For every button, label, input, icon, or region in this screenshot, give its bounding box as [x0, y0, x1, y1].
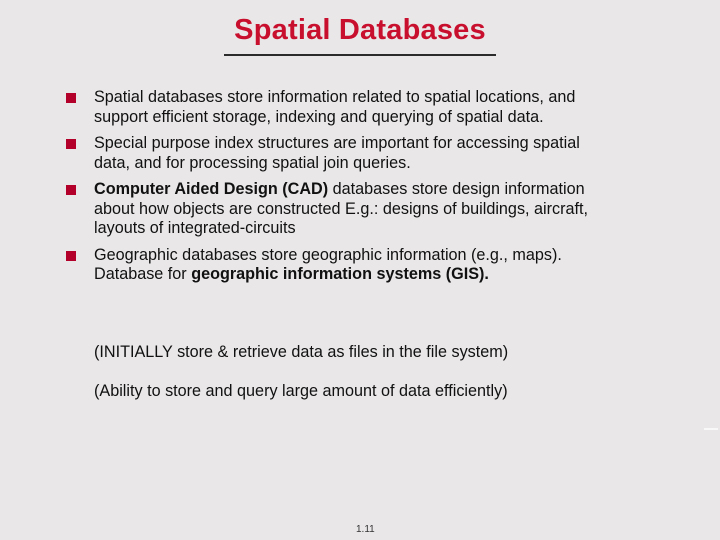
bullet-line: Spatial databases store information related to spatial locations, and — [94, 88, 576, 106]
square-bullet-icon — [66, 185, 76, 195]
bullet-item — [66, 180, 686, 239]
edge-mark — [704, 428, 718, 430]
bullet-item — [66, 134, 686, 173]
bullet-line: Special purpose index structures are important for accessing spatial — [94, 134, 580, 152]
bullet-line: about how objects are constructed E.g.: designs of buildings, aircraft, — [94, 199, 588, 218]
note-text: (Ability to store and query large amount of data efficiently) — [94, 382, 508, 400]
bullet-list — [66, 88, 686, 292]
bullet-line: support efficient storage, indexing and querying of spatial data. — [94, 107, 544, 126]
slide-title-text: Spatial Databases — [234, 14, 486, 46]
square-bullet-icon — [66, 139, 76, 149]
bullet-bold-term: geographic information systems (GIS). — [191, 265, 489, 283]
bullet-text: databases store design information — [328, 180, 585, 198]
bullet-text: Database for — [94, 265, 192, 283]
title-underline — [224, 54, 496, 56]
bullet-bold-term: Computer Aided Design (CAD) — [94, 180, 329, 198]
square-bullet-icon — [66, 93, 76, 103]
note-text: (INITIALLY store & retrieve data as files in the file system) — [94, 343, 509, 361]
page-number: 1.11 — [356, 524, 375, 535]
bullet-line: layouts of integrated-circuits — [94, 219, 296, 237]
slide-title — [0, 14, 720, 47]
bullet-item — [66, 246, 686, 285]
bullet-line: data, and for processing spatial join queries. — [94, 153, 411, 172]
bullet-line: Geographic databases store geographic information (e.g., maps). — [94, 245, 562, 264]
square-bullet-icon — [66, 251, 76, 261]
bullet-item — [66, 88, 686, 127]
